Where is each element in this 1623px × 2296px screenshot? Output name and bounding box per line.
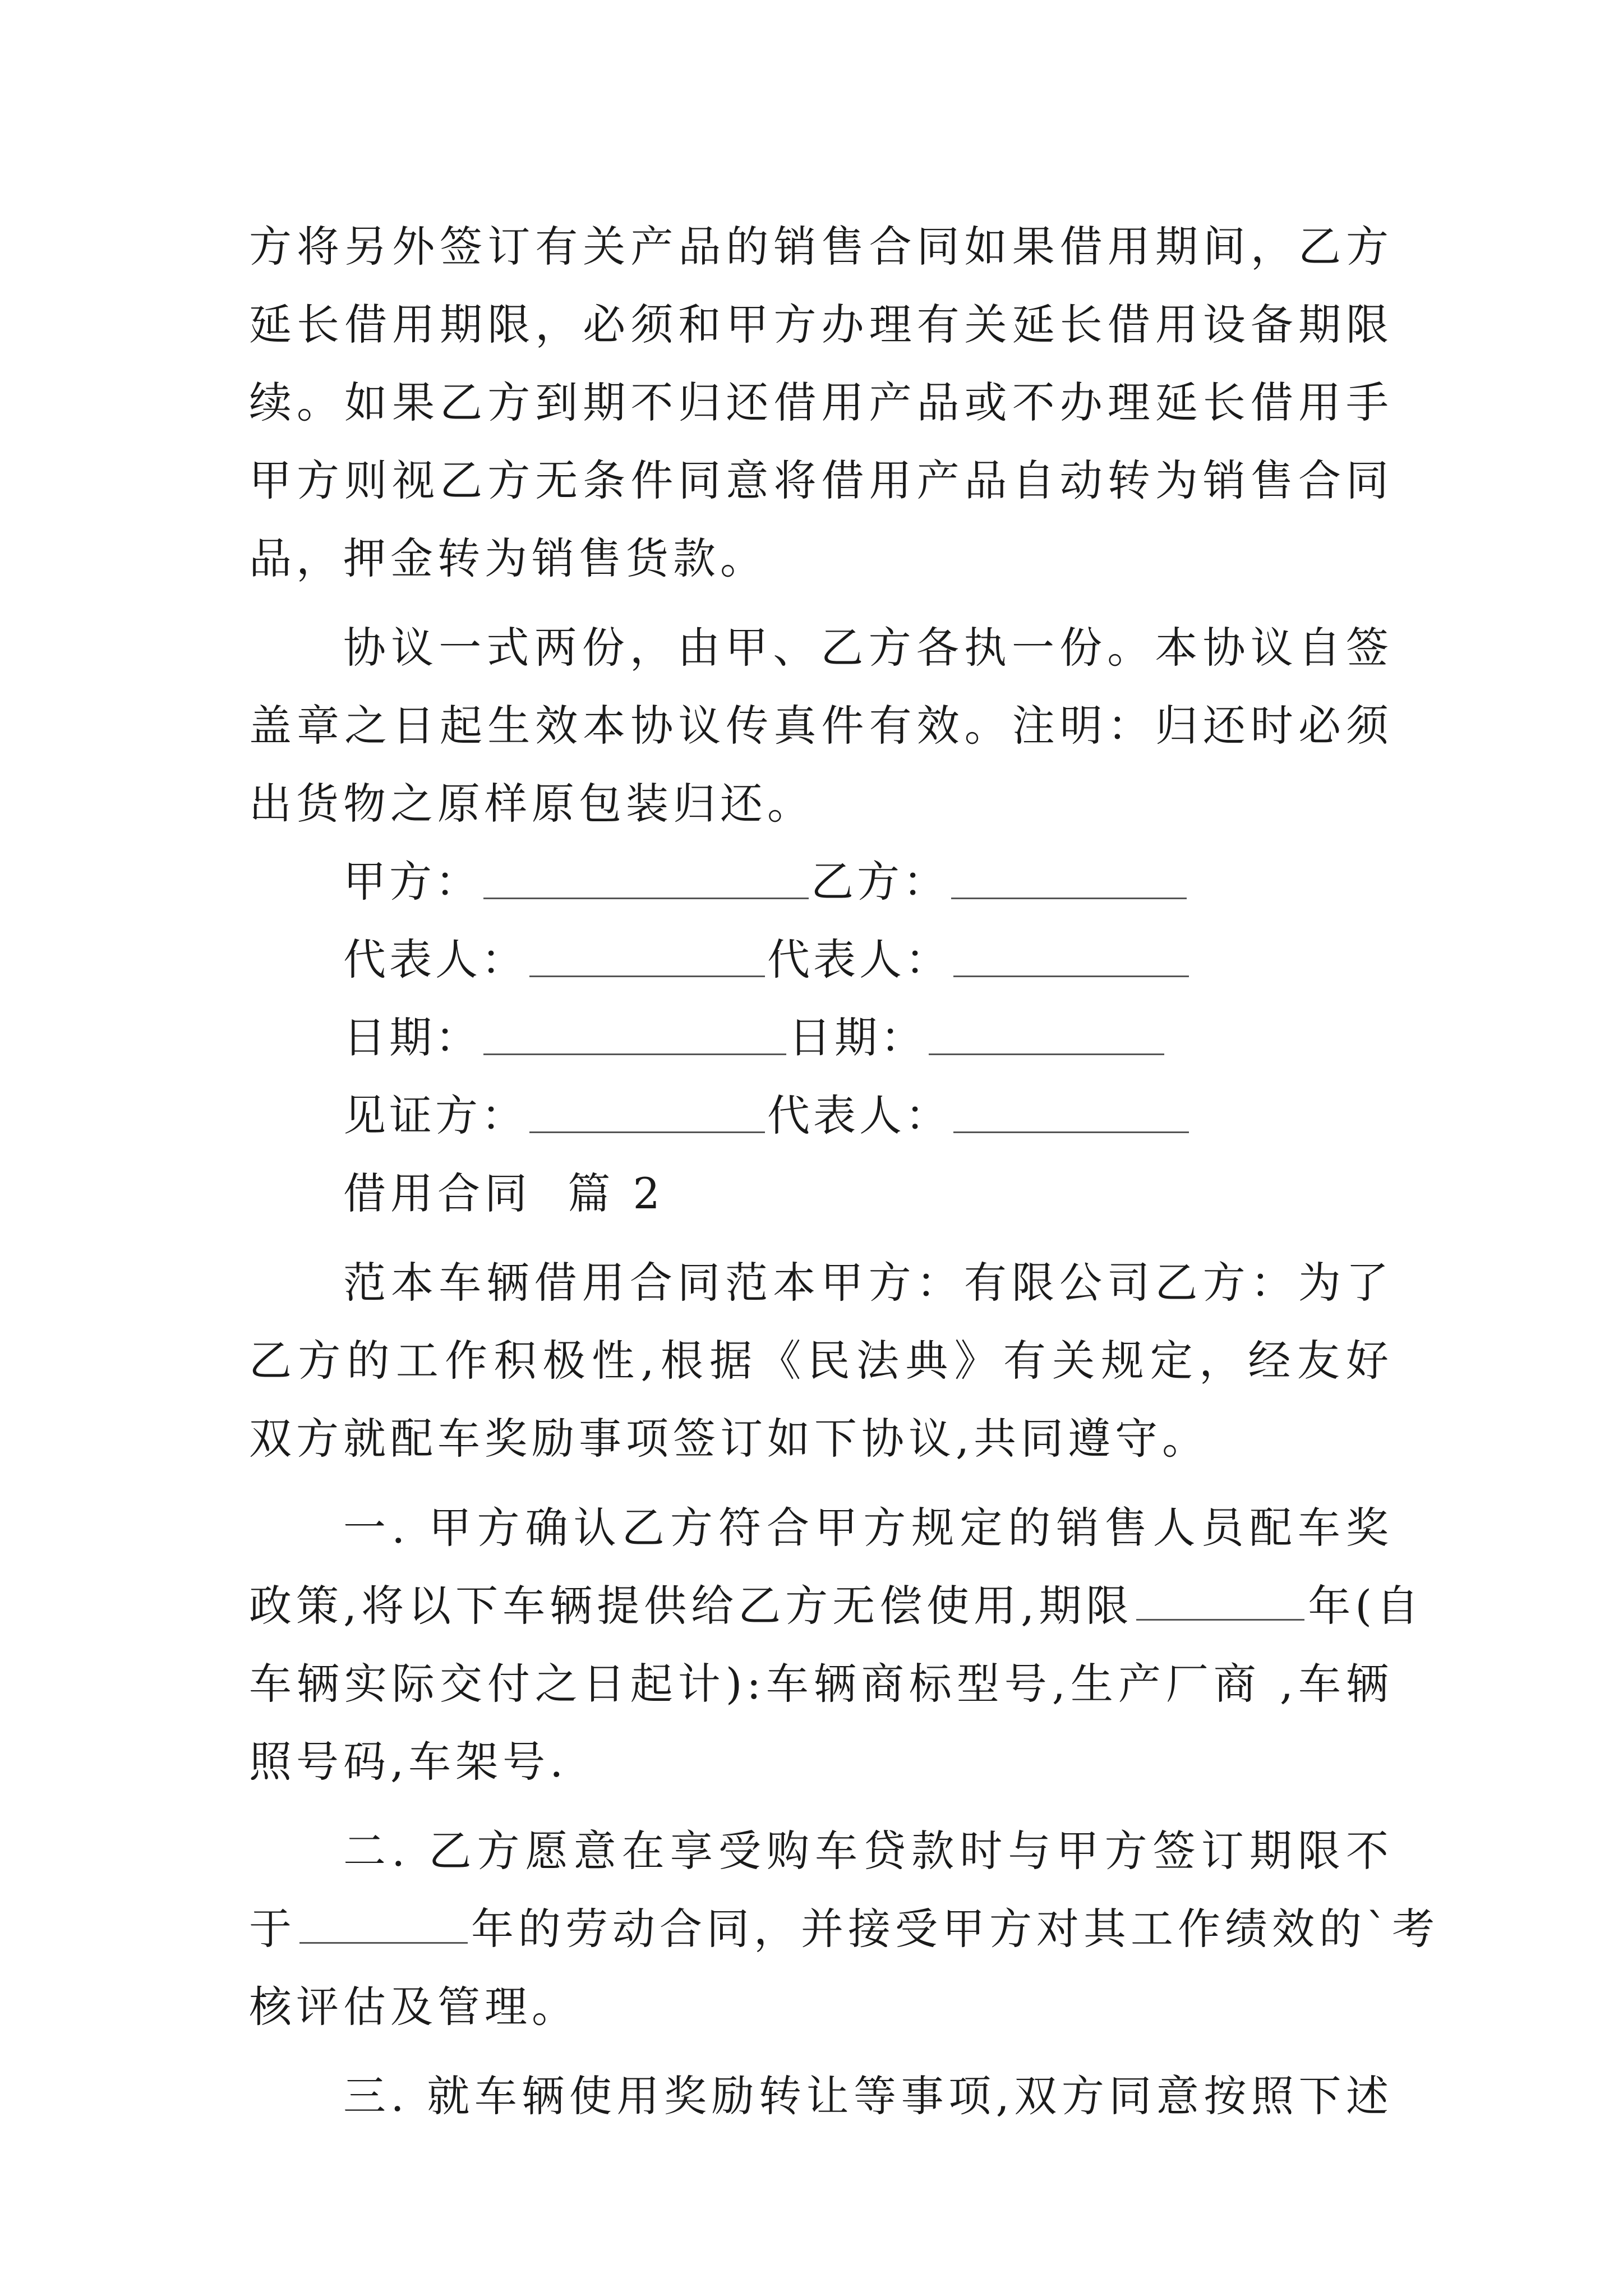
signature-row-representatives	[249, 921, 1393, 999]
paragraph3-line2: 乙方的工作积极性,根据《民法典》有关规定，经友好	[249, 1336, 1393, 1386]
clause1-line2	[249, 1567, 1423, 1645]
document-page	[249, 208, 1439, 2135]
paragraph2-line2: 盖章之日起生效本协议传真件有效。注明：归还时必须	[249, 701, 1393, 751]
paragraph1-line4: 甲方则视乙方无条件同意将借用产品自动转为销售合同	[249, 455, 1393, 505]
witness-rep-blank	[953, 1098, 1189, 1133]
date-left-label: 日期：	[343, 1013, 481, 1062]
party-a-label: 甲方：	[343, 857, 481, 907]
section-title: 借用合同 篇 2	[343, 1168, 665, 1218]
witness-blank	[529, 1098, 765, 1133]
party-b-label: 乙方：	[811, 857, 949, 907]
witness-rep-label: 代表人：	[767, 1091, 951, 1140]
party-a-blank	[483, 864, 809, 899]
witness-label: 见证方：	[343, 1091, 527, 1140]
clause1-line2-before: 政策,将以下车辆提供给乙方无偿使用,期限	[249, 1581, 1133, 1631]
date-right-blank	[929, 1020, 1164, 1055]
paragraph2-line3: 出货物之原样原包装归还。	[249, 779, 814, 829]
clause1-line4: 照号码,车架号.	[249, 1737, 568, 1787]
signature-row-witness	[249, 1076, 1393, 1154]
clause2-line2	[249, 1890, 1439, 1968]
signature-row-dates	[249, 999, 1393, 1076]
date-left-blank	[483, 1020, 786, 1055]
paragraph3-line1: 范本车辆借用合同范本甲方：有限公司乙方：为了	[343, 1258, 1393, 1308]
clause1-line3: 车辆实际交付之日起计):车辆商标型号,生产厂商 ,车辆	[249, 1659, 1393, 1709]
clause1-term-blank	[1136, 1585, 1304, 1621]
rep-right-label: 代表人：	[767, 935, 951, 984]
clause1-line2-after: 年(自	[1308, 1581, 1423, 1631]
rep-right-blank	[953, 942, 1189, 977]
signature-row-parties	[249, 843, 1393, 921]
clause2-term-blank	[299, 1908, 468, 1944]
rep-left-label: 代表人：	[343, 935, 527, 984]
paragraph1-line1: 方将另外签订有关产品的销售合同如果借用期间，乙方	[249, 222, 1393, 272]
clause2-line1: 二. 乙方愿意在享受购车贷款时与甲方签订期限不	[343, 1826, 1393, 1876]
date-right-label: 日期：	[789, 1013, 926, 1062]
clause2-line2-before: 于	[249, 1904, 296, 1954]
party-b-blank	[951, 864, 1187, 899]
clause3-line1: 三. 就车辆使用奖励转让等事项,双方同意按照下述	[343, 2071, 1393, 2121]
clause2-line2-after: 年的劳动合同，并接受甲方对其工作绩效的`考	[471, 1904, 1439, 1954]
paragraph1-line3: 续。如果乙方到期不归还借用产品或不办理延长借用手	[249, 378, 1393, 427]
paragraph3-line3: 双方就配车奖励事项签订如下协议,共同遵守。	[249, 1414, 1210, 1464]
clause1-line1: 一. 甲方确认乙方符合甲方规定的销售人员配车奖	[343, 1503, 1393, 1553]
rep-left-blank	[529, 942, 765, 977]
paragraph2-line1: 协议一式两份，由甲、乙方各执一份。本协议自签	[343, 623, 1393, 673]
paragraph1-line5: 品，押金转为销售货款。	[249, 533, 767, 583]
paragraph1-line2: 延长借用期限，必须和甲方办理有关延长借用设备期限	[249, 300, 1393, 349]
clause2-line3: 核评估及管理。	[249, 1982, 579, 2032]
